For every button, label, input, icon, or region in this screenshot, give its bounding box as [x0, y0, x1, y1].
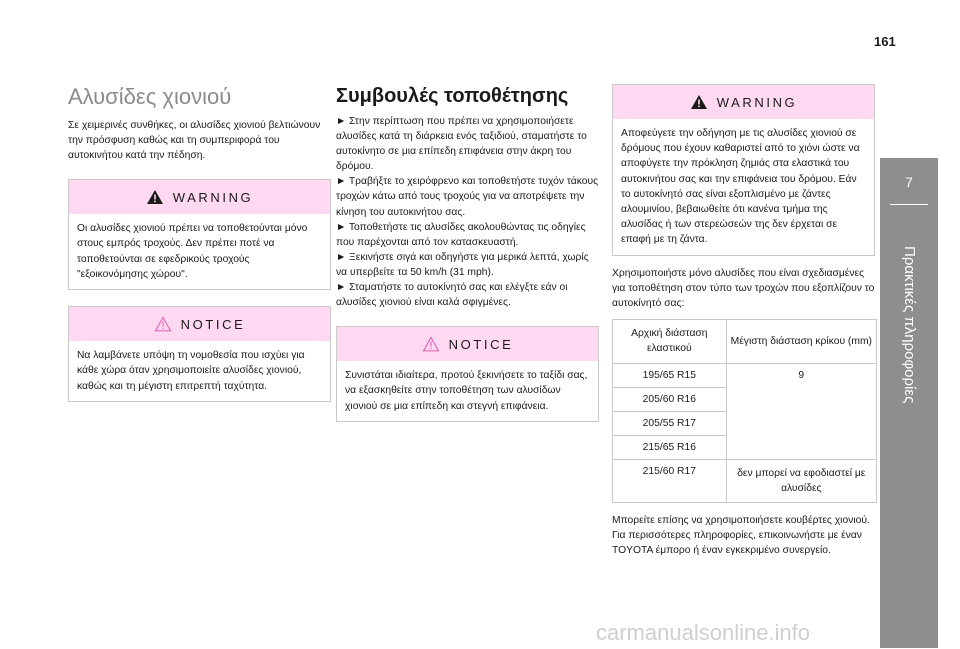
tyre-size-cell: 215/65 R16 [613, 435, 727, 459]
warning-box [612, 84, 875, 256]
page-number: 161 [874, 34, 896, 49]
link-size-cell: 9 [726, 363, 876, 459]
step-paragraph: ► Σταματήστε το αυτοκίνητό σας και ελέγξτε εάν οι αλυσίδες χιονιού είναι καλά σφιγμένες. [336, 282, 568, 309]
step-paragraph: ► Ξεκινήστε σιγά και οδηγήστε για μερικά λεπτά, χωρίς να υπερβείτε τα 50 km/h (31 mph). [336, 251, 589, 278]
link-size-cell: δεν μπορεί να εφοδιαστεί με αλυσίδες [726, 459, 876, 502]
warning-text: Αποφεύγετε την οδήγηση με τις αλυσίδες χιονιού σε δρόμους που έχουν καθαριστεί από το χιόνι ώστε να αποφύγετε την πρόκληση ζημιάς στα ελαστικά του αυτοκινήτου σας και την επιφάνεια του δρόμου. Εάν το αυτοκίνητό σας είναι εξοπλισμένο με ζάντες αλουμινίου, βεβαιωθείτε ότι κανένα τμήμα της αλυσίδας ή των στερεώσεών της δεν έρχεται σε επαφή με τη ζάντα. [621, 128, 860, 246]
section-heading: Αλυσίδες χιονιού [68, 84, 232, 109]
column-installation-tips [336, 84, 599, 422]
footer-paragraph: Για περισσότερες πληροφορίες, επικοινωνήστε με έναν TOYOTA έμπορο ή έναν εγκεκριμένο συνεργείο. [612, 530, 862, 557]
notice-header [337, 327, 598, 361]
table-row [613, 363, 877, 387]
warning-header [69, 180, 330, 214]
warning-icon [690, 94, 708, 110]
step-paragraph: ► Στην περίπτωση που πρέπει να χρησιμοποιήσετε αλυσίδες κατά τη διάρκεια ενός ταξιδιού, σταματήστε το αυτοκίνητο σε μια επίπεδη επιφάνεια στην άκρη του δρόμου. [336, 116, 587, 173]
warning-icon [146, 189, 164, 205]
warning-title: WARNING [716, 94, 798, 110]
chain-size-table [612, 319, 877, 503]
tyre-size-cell: 195/65 R15 [613, 363, 727, 387]
chapter-title: Πρακτικές πληροφορίες [901, 246, 918, 404]
notice-title: NOTICE [180, 316, 246, 332]
notice-title: NOTICE [448, 336, 514, 352]
notice-text: Συνιστάται ιδιαίτερα, προτού ξεκινήσετε το ταξίδι σας, να εξασκηθείτε στην τοποθέτηση των αλυσίδων χιονιού σε μια επίπεδη και στεγνή επιφάνεια. [345, 370, 588, 412]
divider [890, 204, 928, 205]
step-paragraph: ► Τοποθετήστε τις αλυσίδες ακολουθώντας τις οδηγίες που παρέχονται από τον κατασκευαστή. [336, 221, 586, 248]
warning-header [613, 85, 874, 119]
chapter-side-tab[interactable] [880, 158, 938, 648]
notice-box [68, 306, 331, 402]
notice-text: Να λαμβάνετε υπόψη τη νομοθεσία που ισχύει για κάθε χώρα όταν χρησιμοποιείτε αλυσίδες χιονιού, καθώς και τη μέγιστη επιτρεπτή ταχύτητα. [77, 350, 305, 392]
column-snow-chains [68, 84, 331, 402]
warning-text: Οι αλυσίδες χιονιού πρέπει να τοποθετούνται μόνο στους εμπρός τροχούς. Δεν πρέπει ποτέ να τοποθετούνται σε εφεδρικούς τροχούς "εξοικονόμησης χώρου". [77, 223, 308, 280]
notice-box [336, 326, 599, 422]
column-warnings-table [612, 84, 875, 558]
section-heading: Συμβουλές τοποθέτησης [336, 85, 569, 107]
notice-icon [154, 316, 172, 332]
notice-icon [422, 336, 440, 352]
warning-title: WARNING [172, 189, 254, 205]
step-paragraph: ► Τραβήξτε το χειρόφρενο και τοποθετήστε τυχόν τάκους τροχών κάτω από τους τροχούς για να αποτρέψετε την κίνηση του αυτοκινήτου σας. [336, 176, 599, 218]
footer-paragraph: Μπορείτε επίσης να χρησιμοποιήσετε κουβέρτες χιονιού. [612, 514, 870, 526]
tyre-size-cell: 215/60 R17 [613, 459, 727, 502]
intro-paragraph: Σε χειμερινές συνθήκες, οι αλυσίδες χιονιού βελτιώνουν την πρόσφυση καθώς και τη συμπεριφορά του αυτοκινήτου κατά την πέδηση. [68, 120, 321, 162]
table-row [613, 459, 877, 502]
table-header-row [613, 319, 877, 363]
warning-box [68, 179, 331, 290]
table-intro: Χρησιμοποιήστε μόνο αλυσίδες που είναι σχεδιασμένες για τοποθέτηση στον τύπο των τροχών που εξοπλίζουν το αυτοκίνητό σας: [612, 267, 875, 309]
header-max-link-size: Μέγιστη διάσταση κρίκου (mm) [726, 319, 876, 363]
tyre-size-cell: 205/60 R16 [613, 387, 727, 411]
tyre-size-cell: 205/55 R17 [613, 411, 727, 435]
notice-header [69, 307, 330, 341]
watermark-text: carmanualsonline.info [596, 620, 811, 645]
chapter-number: 7 [905, 174, 913, 190]
header-original-tyre-size: Αρχική διάσταση ελαστικού [613, 319, 727, 363]
